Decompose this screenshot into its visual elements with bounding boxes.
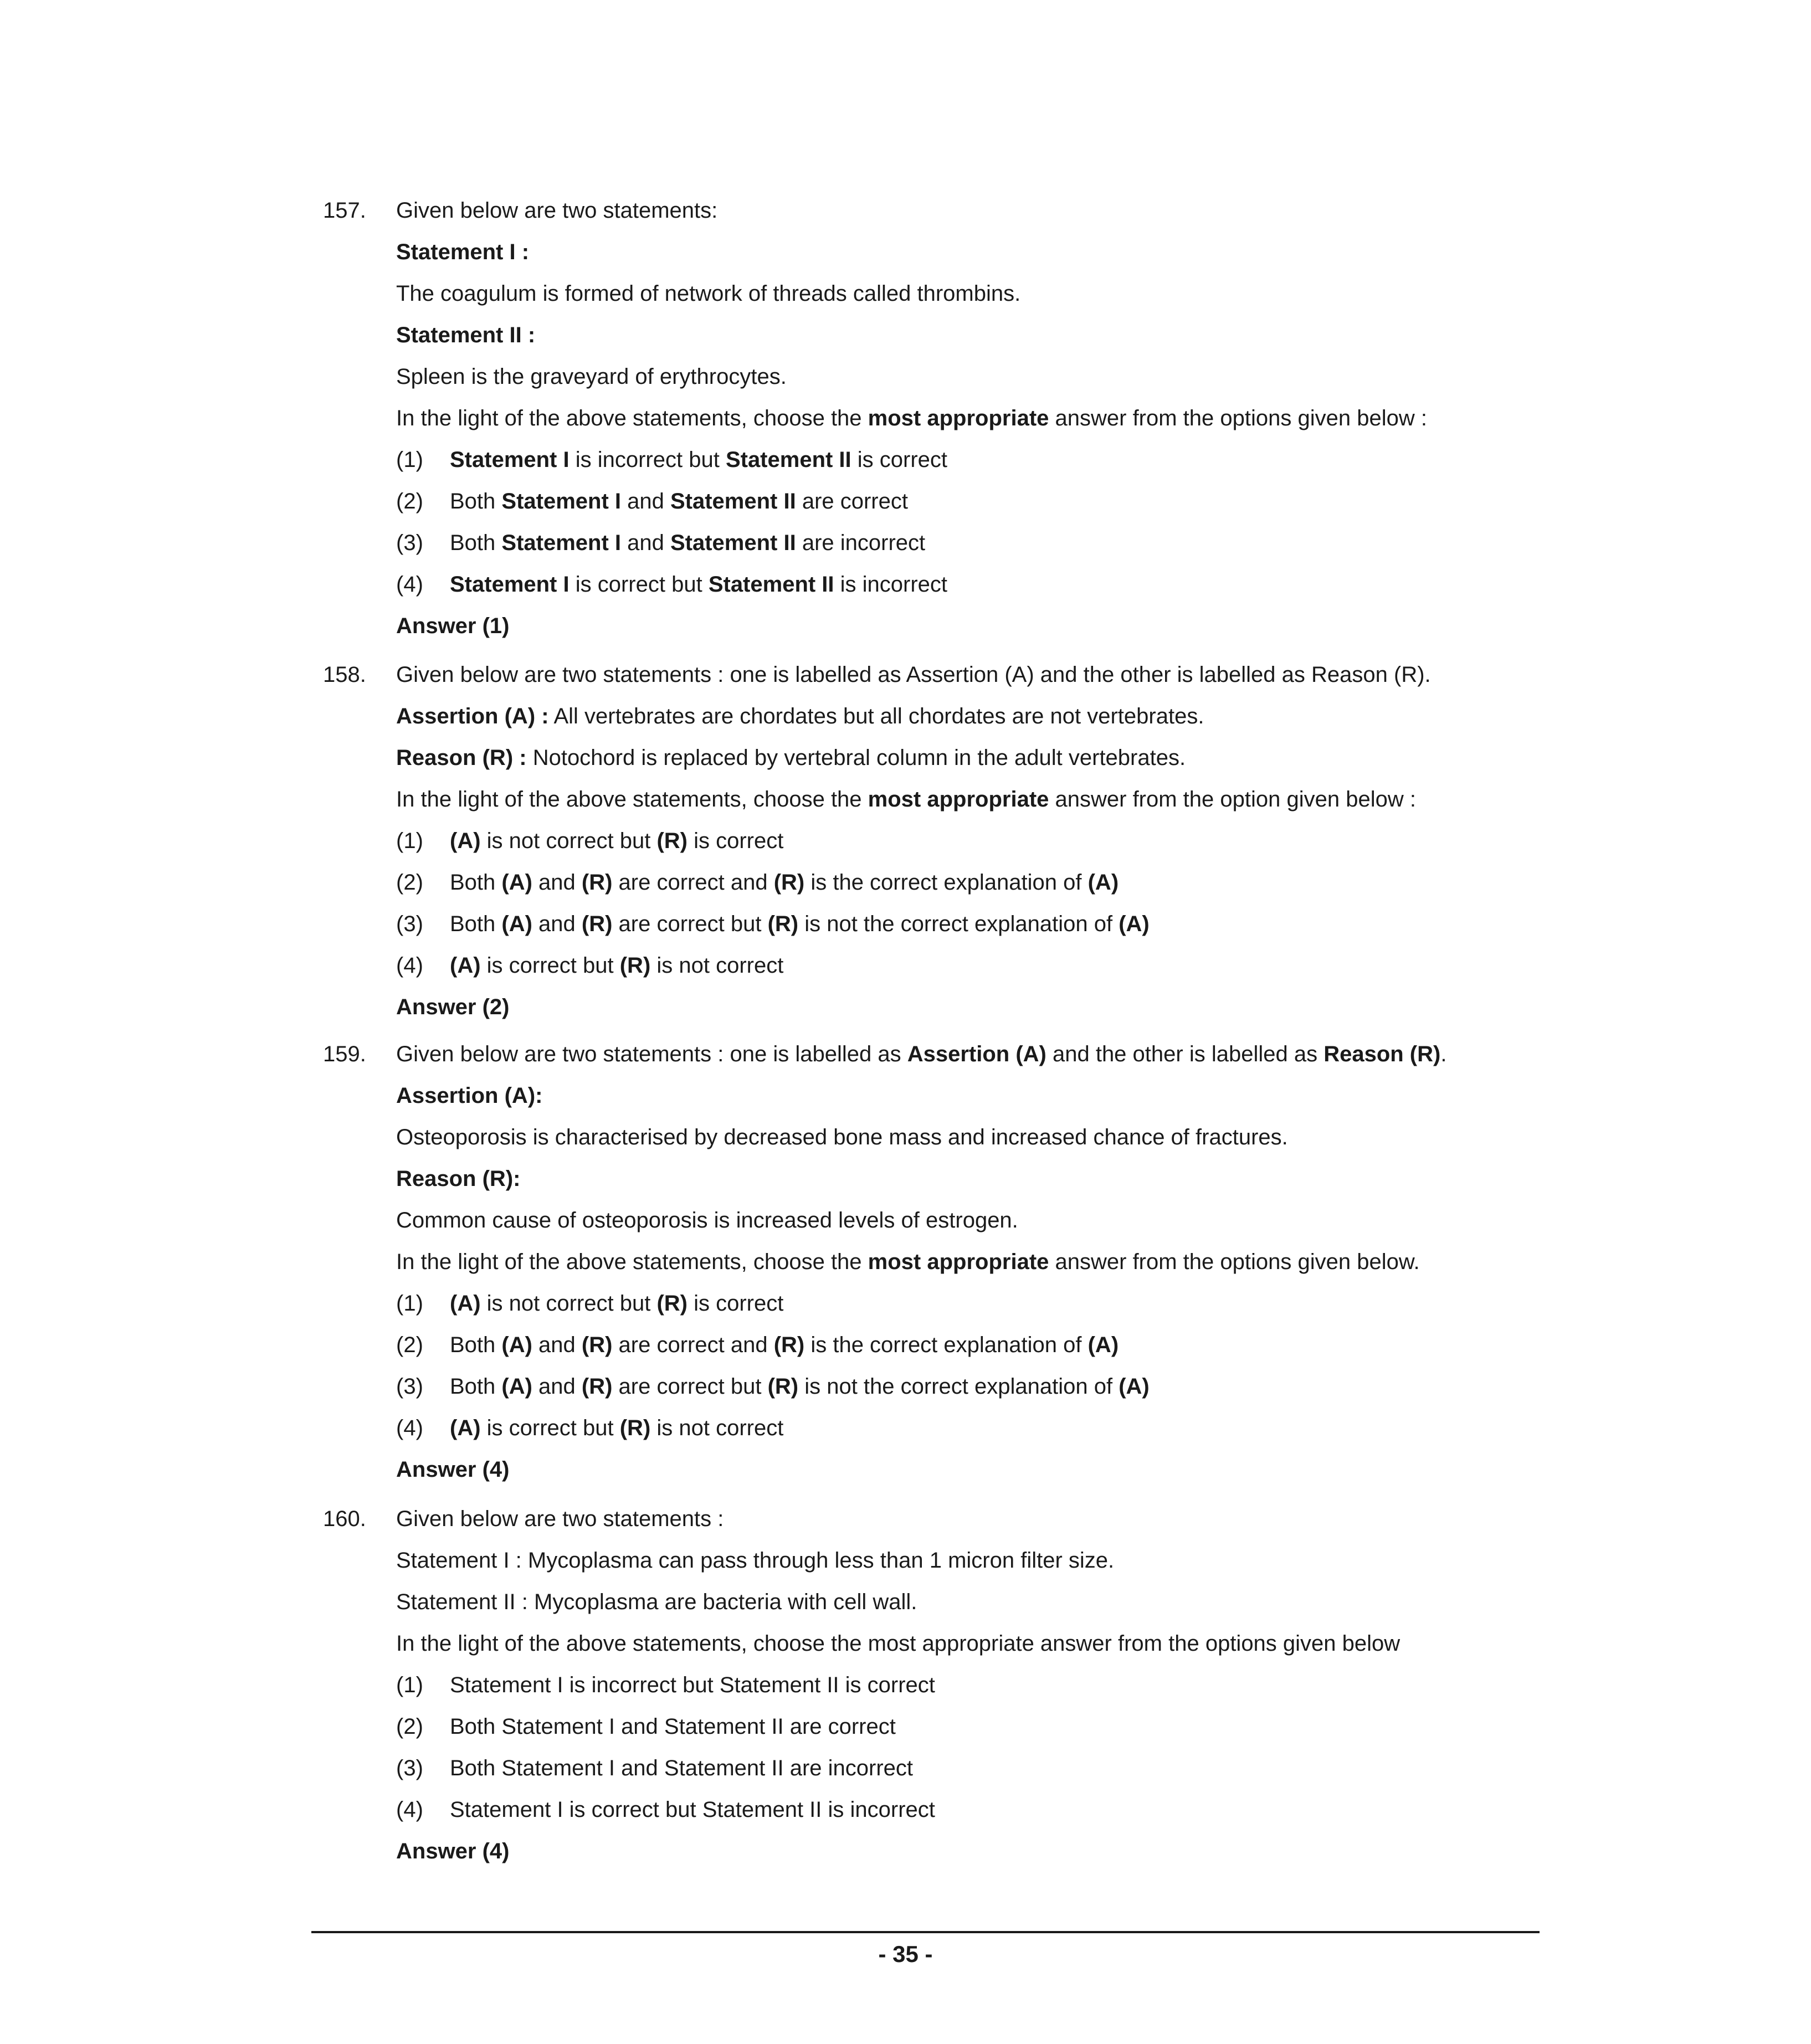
- reason: Reason (R) : Notochord is replaced by vertebral column in the adult vertebrates.: [396, 746, 1186, 770]
- statement-1-label: Statement I :: [396, 240, 530, 264]
- assertion-text: Osteoporosis is characterised by decreased bone mass and increased chance of fractures.: [396, 1125, 1288, 1149]
- option-number: (3): [396, 531, 423, 555]
- reason-text: Common cause of osteoporosis is increased levels of estrogen.: [396, 1208, 1018, 1232]
- option-3: [396, 903, 1542, 945]
- answer: Answer (2): [396, 995, 510, 1019]
- option-number: (4): [396, 953, 423, 978]
- option-text: Both (A) and (R) are correct and (R) is the correct explanation of (A): [450, 1333, 1119, 1357]
- option-2: [396, 1706, 1542, 1748]
- option-text: Both (A) and (R) are correct but (R) is not the correct explanation of (A): [450, 912, 1150, 936]
- option-number: (2): [396, 489, 423, 513]
- question-intro: Given below are two statements :: [396, 1507, 724, 1531]
- option-1: [396, 1283, 1542, 1324]
- question-159: [323, 1034, 1542, 1491]
- option-number: (1): [396, 829, 423, 853]
- option-text: Both Statement I and Statement II are incorrect: [450, 531, 926, 555]
- option-4: [396, 564, 1542, 605]
- instruction: In the light of the above statements, choose the most appropriate answer from the option given below :: [396, 787, 1416, 812]
- instruction: In the light of the above statements, choose the most appropriate answer from the options given below: [396, 1631, 1400, 1656]
- assertion: Assertion (A) : All vertebrates are chordates but all chordates are not vertebrates.: [396, 704, 1204, 728]
- question-157: [323, 190, 1542, 647]
- question-intro: Given below are two statements:: [396, 198, 718, 223]
- option-number: (2): [396, 870, 423, 895]
- question-number: 160.: [323, 1507, 366, 1531]
- option-3: [396, 1366, 1542, 1408]
- option-text: (A) is not correct but (R) is correct: [450, 1291, 784, 1316]
- question-number: 158.: [323, 662, 366, 687]
- option-number: (3): [396, 912, 423, 936]
- footer-divider: [311, 1931, 1540, 1933]
- option-1: [396, 1665, 1542, 1706]
- statement-1: Statement I : Mycoplasma can pass through less than 1 micron filter size.: [396, 1548, 1115, 1573]
- statement-1-text: The coagulum is formed of network of threads called thrombins.: [396, 281, 1021, 306]
- option-text: Statement I is incorrect but Statement II is correct: [450, 1673, 935, 1697]
- option-text: Both (A) and (R) are correct and (R) is the correct explanation of (A): [450, 870, 1119, 895]
- option-number: (1): [396, 1291, 423, 1316]
- option-number: (4): [396, 1798, 423, 1822]
- option-text: Both Statement I and Statement II are correct: [450, 1714, 896, 1739]
- option-2: [396, 1324, 1542, 1366]
- question-intro: Given below are two statements : one is labelled as Assertion (A) and the other is labelled as Reason (R).: [396, 662, 1431, 687]
- question-intro: Given below are two statements : one is labelled as Assertion (A) and the other is labelled as Reason (R).: [396, 1042, 1447, 1066]
- question-160: [323, 1498, 1542, 1872]
- option-text: (A) is correct but (R) is not correct: [450, 1416, 784, 1440]
- option-text: Both (A) and (R) are correct but (R) is not the correct explanation of (A): [450, 1374, 1150, 1399]
- option-text: Statement I is correct but Statement II is incorrect: [450, 1798, 935, 1822]
- option-4: [396, 1408, 1542, 1449]
- reason-label: Reason (R):: [396, 1167, 521, 1191]
- option-number: (4): [396, 572, 423, 597]
- option-number: (2): [396, 1714, 423, 1739]
- option-text: Statement I is incorrect but Statement II is correct: [450, 448, 948, 472]
- option-number: (2): [396, 1333, 423, 1357]
- instruction: In the light of the above statements, choose the most appropriate answer from the options given below.: [396, 1250, 1420, 1274]
- option-4: [396, 1789, 1542, 1831]
- option-number: (3): [396, 1756, 423, 1780]
- option-3: [396, 522, 1542, 564]
- answer: Answer (1): [396, 614, 510, 638]
- option-text: Both Statement I and Statement II are incorrect: [450, 1756, 913, 1780]
- option-number: (1): [396, 448, 423, 472]
- option-text: Statement I is correct but Statement II is incorrect: [450, 572, 948, 597]
- question-number: 157.: [323, 198, 366, 223]
- assertion-label: Assertion (A):: [396, 1083, 543, 1108]
- option-4: [396, 945, 1542, 987]
- option-text: Both Statement I and Statement II are correct: [450, 489, 908, 513]
- instruction: In the light of the above statements, choose the most appropriate answer from the options given below :: [396, 406, 1427, 430]
- question-number: 159.: [323, 1042, 366, 1066]
- answer: Answer (4): [396, 1839, 510, 1863]
- statement-2-text: Spleen is the graveyard of erythrocytes.: [396, 364, 787, 389]
- page-number: - 35 -: [878, 1941, 933, 1967]
- question-158: [323, 654, 1542, 1028]
- statement-2: Statement II : Mycoplasma are bacteria with cell wall.: [396, 1590, 917, 1614]
- answer: Answer (4): [396, 1457, 510, 1482]
- option-text: (A) is correct but (R) is not correct: [450, 953, 784, 978]
- option-number: (1): [396, 1673, 423, 1697]
- option-text: (A) is not correct but (R) is correct: [450, 829, 784, 853]
- option-3: [396, 1748, 1542, 1789]
- option-2: [396, 481, 1542, 522]
- option-1: [396, 820, 1542, 862]
- option-2: [396, 862, 1542, 903]
- statement-2-label: Statement II :: [396, 323, 536, 347]
- option-number: (4): [396, 1416, 423, 1440]
- option-1: [396, 439, 1542, 481]
- option-number: (3): [396, 1374, 423, 1399]
